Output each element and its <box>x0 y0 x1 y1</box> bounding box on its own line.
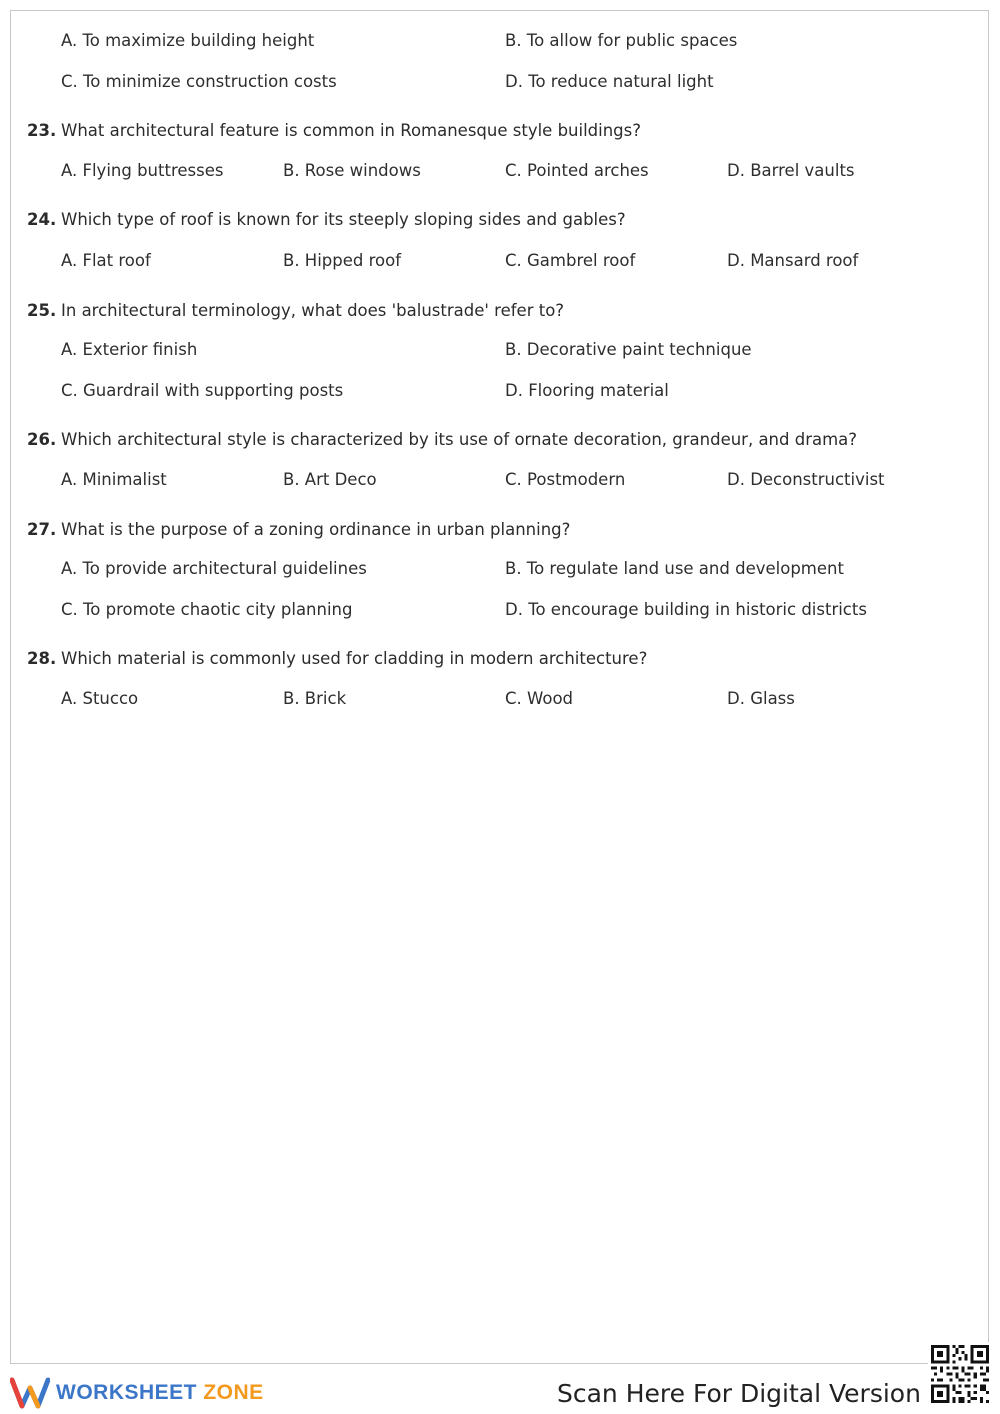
question-number: 27. <box>27 520 57 539</box>
option-b[interactable]: B. Hipped roof <box>283 251 402 270</box>
worksheetzone-logo-icon <box>10 1376 50 1410</box>
brand-name-part2: ZONE <box>203 1381 264 1404</box>
question-text: Which architectural style is characterized by its use of ornate decoration, grandeur, and drama? <box>61 430 858 449</box>
option-d[interactable]: D. To encourage building in historic districts <box>505 600 867 619</box>
option-b[interactable]: B. Rose windows <box>283 161 421 180</box>
option-c[interactable]: C. To minimize construction costs <box>61 72 337 91</box>
option-b[interactable]: B. Art Deco <box>283 470 377 489</box>
option-c[interactable]: C. Postmodern <box>505 470 626 489</box>
question-number: 26. <box>27 430 57 449</box>
option-c[interactable]: C. Guardrail with supporting posts <box>61 381 344 400</box>
option-a[interactable]: A. Flying buttresses <box>61 161 224 180</box>
option-a[interactable]: A. To provide architectural guidelines <box>61 559 367 578</box>
option-a[interactable]: A. Minimalist <box>61 470 167 489</box>
option-c[interactable]: C. To promote chaotic city planning <box>61 600 353 619</box>
option-a[interactable]: A. To maximize building height <box>61 31 315 50</box>
option-a[interactable]: A. Exterior finish <box>61 340 198 359</box>
question-text: In architectural terminology, what does 'balustrade' refer to? <box>61 301 565 320</box>
brand-name-part1: WORKSHEET <box>56 1381 197 1404</box>
question-number: 23. <box>27 121 57 140</box>
option-d[interactable]: D. Mansard roof <box>727 251 859 270</box>
question-number: 24. <box>27 210 57 229</box>
option-b[interactable]: B. To regulate land use and development <box>505 559 844 578</box>
option-d[interactable]: D. Deconstructivist <box>727 470 885 489</box>
question-number: 28. <box>27 649 57 668</box>
option-c[interactable]: C. Pointed arches <box>505 161 649 180</box>
option-d[interactable]: D. Barrel vaults <box>727 161 855 180</box>
question-text: What is the purpose of a zoning ordinance in urban planning? <box>61 520 571 539</box>
option-d[interactable]: D. To reduce natural light <box>505 72 714 91</box>
option-a[interactable]: A. Flat roof <box>61 251 151 270</box>
qr-code-icon[interactable] <box>928 1342 992 1406</box>
option-d[interactable]: D. Flooring material <box>505 381 669 400</box>
question-text: Which type of roof is known for its steeply sloping sides and gables? <box>61 210 626 229</box>
worksheetzone-logo[interactable] <box>10 1376 264 1410</box>
question-text: Which material is commonly used for cladding in modern architecture? <box>61 649 648 668</box>
option-b[interactable]: B. Decorative paint technique <box>505 340 752 359</box>
question-number: 25. <box>27 301 57 320</box>
option-c[interactable]: C. Gambrel roof <box>505 251 636 270</box>
option-d[interactable]: D. Glass <box>727 689 795 708</box>
option-c[interactable]: C. Wood <box>505 689 574 708</box>
question-text: What architectural feature is common in Romanesque style buildings? <box>61 121 642 140</box>
option-b[interactable]: B. To allow for public spaces <box>505 31 738 50</box>
brand-name <box>56 1381 264 1405</box>
option-b[interactable]: B. Brick <box>283 689 347 708</box>
option-a[interactable]: A. Stucco <box>61 689 139 708</box>
scan-here-text: Scan Here For Digital Version <box>557 1379 921 1408</box>
